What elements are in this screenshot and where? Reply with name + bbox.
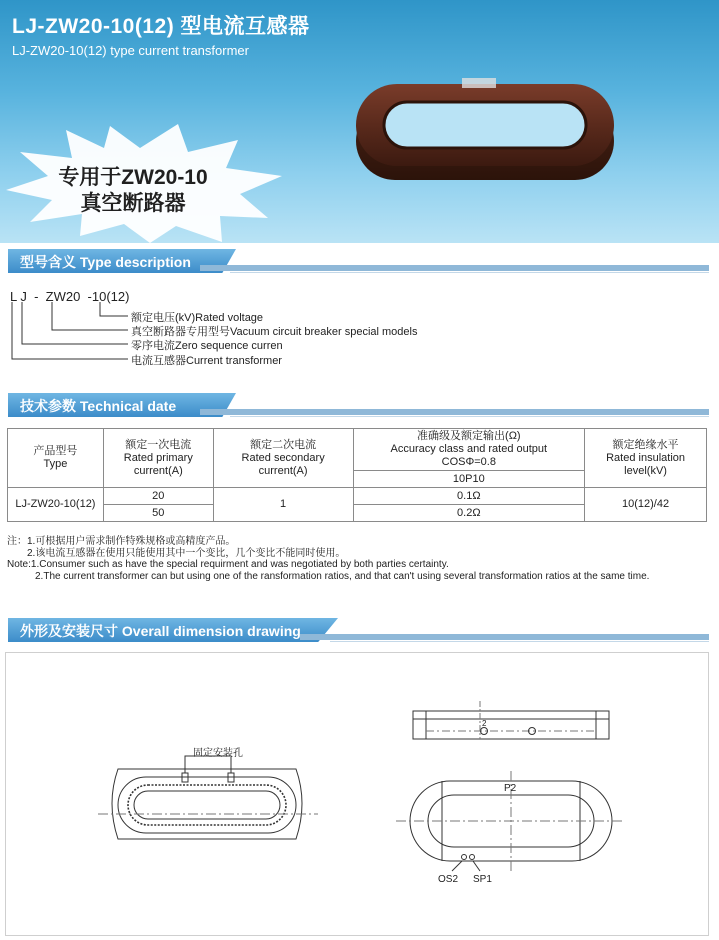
cell-model: LJ-ZW20-10(12) bbox=[8, 488, 104, 522]
hero-banner bbox=[0, 0, 719, 243]
sp1-label: SP1 bbox=[473, 874, 492, 885]
left-inner-window bbox=[134, 791, 280, 819]
terminal-os2 bbox=[462, 855, 467, 860]
page-subtitle: LJ-ZW20-10(12) type current transformer bbox=[12, 43, 249, 58]
note-cn-1: 注：1.可根据用户需求制作特殊规格或高精度产品。 bbox=[7, 536, 236, 547]
burst-text bbox=[38, 165, 228, 217]
cell-output: 0.2Ω bbox=[353, 505, 585, 522]
note-cn-2: 2.该电流互感器在使用只能使用其中一个变比，几个变比不能同时使用。 bbox=[27, 547, 346, 559]
dimension-drawing-svg bbox=[6, 653, 708, 935]
table-row bbox=[8, 488, 707, 505]
section-header-dimension-drawing bbox=[0, 618, 719, 642]
section-title: 外形及安装尺寸 Overall dimension drawing bbox=[20, 623, 301, 639]
note-en-2: 2.The current transformer can but using one of the ransformation ratios, and that can't using several transformation ratios at the same time. bbox=[35, 570, 650, 582]
dimension-label: 2 bbox=[482, 719, 487, 728]
header-insulation: 额定绝缘水平 Rated insulation level(kV) bbox=[585, 429, 707, 488]
spec-table bbox=[7, 428, 707, 522]
header-accuracy: 准确级及额定输出(Ω) Accuracy class and rated output COSΦ=0.8 bbox=[353, 429, 585, 471]
model-code: L J - ZW20 -10(12) bbox=[10, 289, 130, 304]
header-type: 产品型号 Type bbox=[8, 429, 104, 488]
terminal-sp1 bbox=[470, 855, 475, 860]
top-view-body bbox=[413, 711, 609, 739]
dimension-drawing bbox=[5, 652, 709, 936]
mount-hole-label: 固定安装孔 bbox=[193, 748, 243, 759]
header-accuracy-class: 10P10 bbox=[353, 471, 585, 488]
explanation-current-transformer: 电流互感器Current transformer bbox=[131, 355, 282, 367]
cell-output: 0.1Ω bbox=[353, 488, 585, 505]
header-primary-current: 额定一次电流 Rated primary current(A) bbox=[103, 429, 213, 488]
section-header-technical-data bbox=[0, 393, 719, 417]
cell-primary: 20 bbox=[103, 488, 213, 505]
cell-primary: 50 bbox=[103, 505, 213, 522]
page-title: LJ-ZW20-10(12) 型电流互感器 bbox=[12, 15, 310, 38]
burst-line-2: 真空断路器 bbox=[80, 192, 186, 215]
burst-line-1: 专用于ZW20-10 bbox=[58, 166, 208, 189]
section-title: 型号含义 Type description bbox=[20, 254, 191, 270]
section-header-type-description bbox=[0, 249, 719, 273]
cell-insulation: 10(12)/42 bbox=[585, 488, 707, 522]
table-header-row bbox=[8, 429, 707, 471]
notes bbox=[7, 536, 719, 582]
note-en-1: Note:1.Consumer such as have the special requirment and was negotiated by both parties certainty. bbox=[7, 559, 449, 570]
cell-secondary: 1 bbox=[213, 488, 353, 522]
p2-label: P2 bbox=[504, 783, 517, 794]
explanation-voltage: 额定电压(kV)Rated voltage bbox=[131, 312, 264, 324]
explanation-models: 真空断路器专用型号Vacuum circuit breaker special models bbox=[131, 326, 418, 338]
explanation-zero-sequence: 零序电流Zero sequence curren bbox=[131, 340, 283, 352]
product-photo bbox=[350, 70, 620, 185]
left-outer-ring bbox=[112, 769, 302, 839]
section-title: 技术参数 Technical date bbox=[20, 398, 177, 414]
header-secondary-current: 额定二次电流 Rated secondary current(A) bbox=[213, 429, 353, 488]
os2-label: OS2 bbox=[438, 874, 459, 885]
